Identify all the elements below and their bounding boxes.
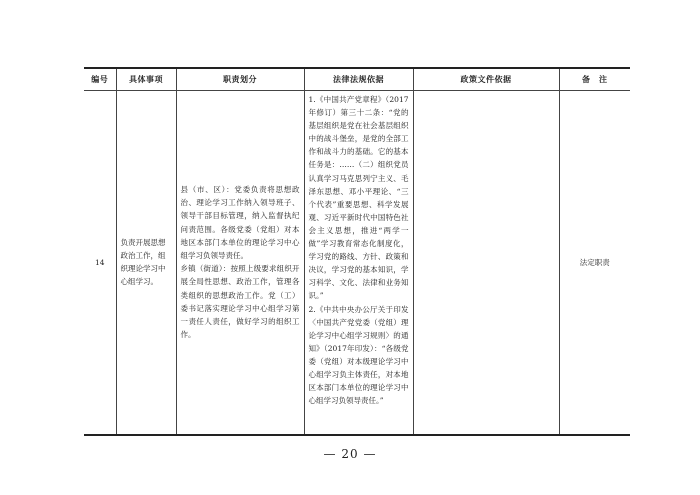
table-header-row [84, 68, 630, 91]
header-number: 编号 [84, 68, 116, 91]
duty-county: 县（市、区）：党委负责将思想政治、理论学习工作纳入领导班子、领导干部目标管理，纳入监督执纪问责范围。各级党委（党组）对本地区本部门本单位的理论学习中心组学习负领导责任。 [180, 185, 300, 261]
header-duty: 职责划分 [176, 68, 304, 91]
responsibility-table [84, 67, 630, 436]
header-law: 法律法规依据 [304, 68, 413, 91]
header-item: 具体事项 [116, 68, 176, 91]
law-basis-2: 2.《中共中央办公厅关于印发〈中国共产党党委（党组）理论学习中心组学习规则〉的通知》（2017年印发）：“各级党委（党组）对本级理论学习中心组学习负主体责任，对本地区本部门本单位的理论学习中心组学习负领导责任。” [308, 304, 409, 406]
row-policy [413, 91, 559, 435]
row-law [304, 91, 413, 435]
page-number: — 20 — [323, 447, 377, 461]
row-item: 负责开展思想政治工作，组织理论学习中心组学习。 [116, 91, 176, 435]
row-number: 14 [84, 91, 116, 435]
header-policy: 政策文件依据 [413, 68, 559, 91]
row-duty [176, 91, 304, 435]
row-note: 法定职责 [559, 91, 630, 435]
duty-township: 乡镇（街道）：按照上级要求组织开展全局性思想、政治工作，管理各类组织的思想政治工作。党（工）委书记落实理论学习中心组学习第一责任人责任，做好学习的组织工作。 [180, 264, 300, 340]
table-row [84, 91, 630, 435]
header-note: 备 注 [559, 68, 630, 91]
law-basis-1: 1.《中国共产党章程》（2017年修订）第三十二条：“党的基层组织是党在社会基层组织中的战斗堡垒，是党的全部工作和战斗力的基础。它的基本任务是：……（二）组织党员认真学习马克思列宁主义、毛泽东思想、邓小平理论、“三个代表”重要思想、科学发展观、习近平新时代中国特色社会主义思想，推进“两学一做”学习教育常态化制度化，学习党的路线、方针、政策和决议，学习党的基本知识，学习科学、文化、法律和业务知识。” [308, 95, 409, 301]
